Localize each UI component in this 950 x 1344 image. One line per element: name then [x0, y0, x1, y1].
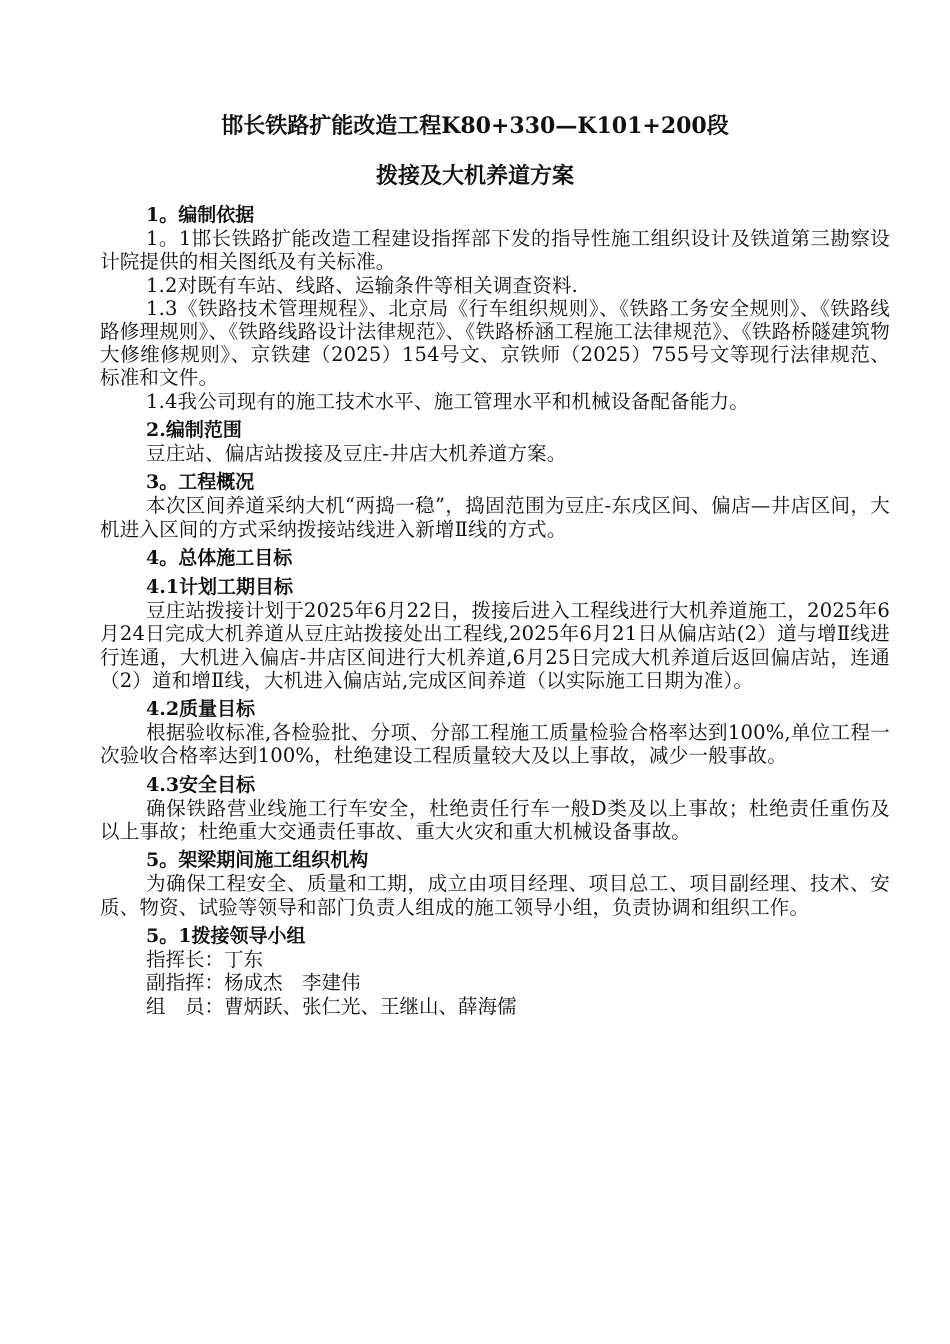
section-heading-5: 5。架梁期间施工组织机构 [146, 849, 369, 872]
document-title-line1: 邯长铁路扩能改造工程K80+330—K101+200段 [221, 113, 729, 139]
section-heading-4-2: 4.2质量目标 [146, 698, 256, 721]
members-line: 组 员：曹炳跃、张仁光、王继山、薛海儒 [146, 994, 517, 1018]
section-heading-5-1: 5。1拨接领导小组 [146, 924, 306, 947]
document-body [100, 204, 890, 1018]
paragraph-1-2: 1.2对既有车站、线路、运输条件等相关调查资料. [146, 273, 579, 297]
document-title-line2: 拨接及大机养道方案 [375, 163, 574, 189]
section-heading-4-1: 4.1计划工期目标 [146, 576, 294, 599]
section-heading-4-3: 4.3安全目标 [146, 773, 256, 796]
paragraph-4-2: 根据验收标准,各检验批、分项、分部工程施工质量检验合格率达到100%,单位工程一次验收合格率达到100%，杜绝建设工程质量较大及以上事故，减少一般事故。 [100, 721, 890, 768]
section-heading-3: 3。工程概况 [146, 471, 255, 494]
section-heading-4: 4。总体施工目标 [146, 546, 293, 569]
deputy-commander-line: 副指挥：杨成杰 李建伟 [146, 971, 361, 995]
paragraph-2-1: 豆庄站、偏店站拨接及豆庄-井店大机养道方案。 [146, 442, 567, 466]
paragraph-4-1: 豆庄站拨接计划于2025年6月22日，拨接后进入工程线进行大机养道施工，2025年6月24日完成大机养道从豆庄站拨接处出工程线,2025年6月21日从偏店站(2）道与增Ⅱ线进行连通，大机进入偏店-井店区间进行大机养道,6月25日完成大机养道后返回偏店站，连通（2）道和增Ⅱ线，大机进入偏店站,完成区间养道（以实际施工日期为准）。 [100, 599, 890, 692]
paragraph-1-1: 1。1邯长铁路扩能改造工程建设指挥部下发的指导性施工组织设计及铁道第三勘察设计院提供的相关图纸及有关标准。 [100, 227, 890, 274]
paragraph-5: 为确保工程安全、质量和工期，成立由项目经理、项目总工、项目副经理、技术、安质、物资、试验等领导和部门负责人组成的施工领导小组，负责协调和组织工作。 [100, 872, 890, 919]
paragraph-3-1: 本次区间养道采纳大机“两捣一稳”，捣固范围为豆庄-东戌区间、偏店—井店区间，大机进入区间的方式采纳拨接站线进入新增Ⅱ线的方式。 [100, 494, 890, 541]
commander-line: 指挥长：丁东 [146, 948, 264, 972]
paragraph-1-3: 1.3《铁路技术管理规程》、北京局《行车组织规则》、《铁路工务安全规则》、《铁路线路修理规则》、《铁路线路设计法律规范》、《铁路桥涵工程施工法律规范》、《铁路桥隧建筑物大修维修规则》、京铁建（2025）154号文、京铁师（2025）755号文等现行法律规范、标准和文件。 [100, 296, 890, 390]
paragraph-1-4: 1.4我公司现有的施工技术水平、施工管理水平和机械设备配备能力。 [146, 389, 749, 413]
section-heading-2: 2.编制范围 [146, 418, 242, 441]
paragraph-4-3: 确保铁路营业线施工行车安全，杜绝责任行车一般D类及以上事故；杜绝责任重伤及以上事故；杜绝重大交通责任事故、重大火灾和重大机械设备事故。 [100, 796, 890, 844]
section-heading-1: 1。编制依据 [146, 204, 255, 226]
